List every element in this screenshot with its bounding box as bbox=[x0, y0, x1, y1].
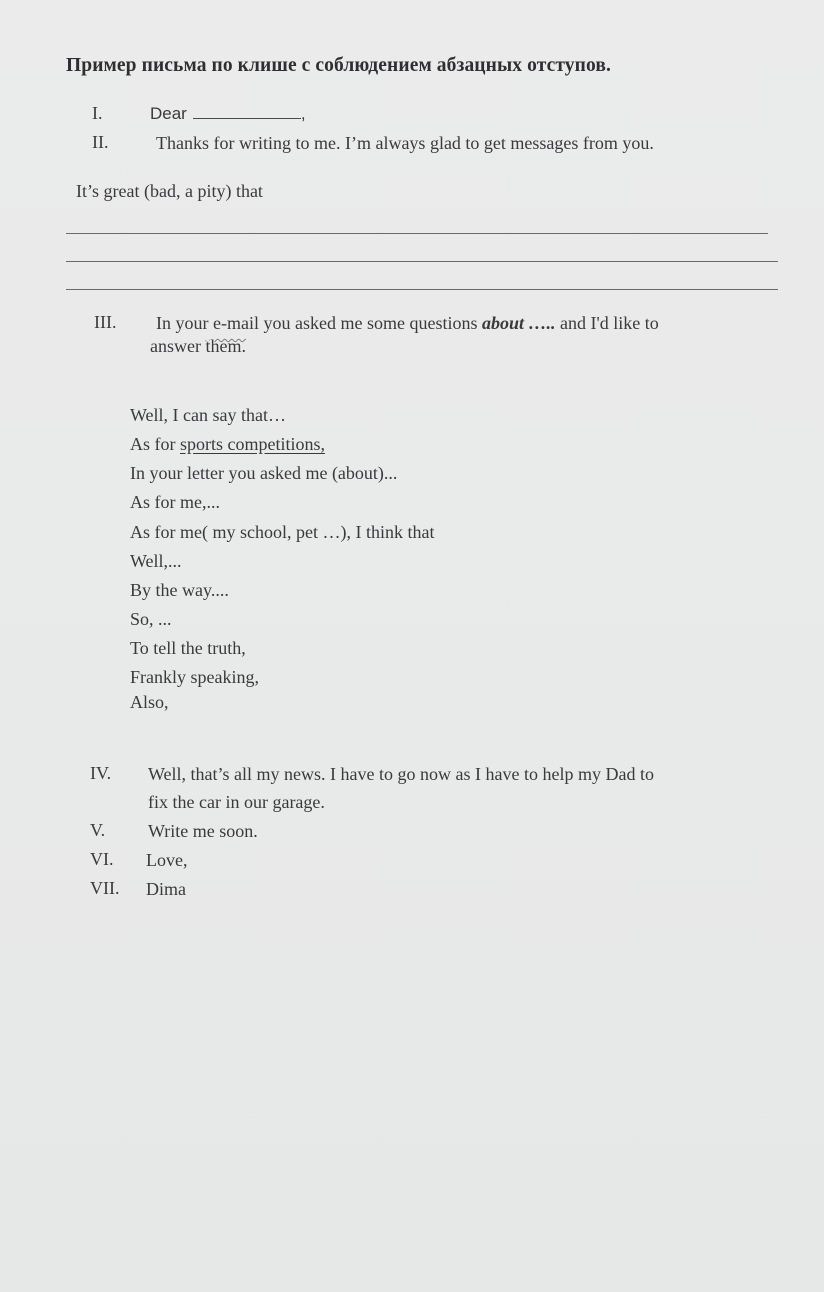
signature-name: Dima bbox=[146, 879, 186, 899]
salutation-comma: , bbox=[300, 104, 306, 123]
answer-line bbox=[150, 336, 246, 357]
writing-line-1 bbox=[66, 233, 768, 234]
page-title: Пример письма по клише с соблюдением абзацных отступов. bbox=[66, 55, 611, 76]
about-word: about ….. bbox=[481, 313, 556, 333]
phrase-5: As for me( my school, pet …), I think that bbox=[130, 522, 435, 542]
phrase-9: To tell the truth, bbox=[130, 638, 246, 658]
email-word: e-mail bbox=[213, 313, 259, 333]
section-number-5: V. bbox=[90, 820, 106, 840]
thanks-sentence: Thanks for writing to me. I’m always glad to get messages from you. bbox=[156, 133, 654, 153]
phrase-8: So, ... bbox=[130, 609, 172, 629]
phrase-4: As for me,... bbox=[130, 492, 220, 512]
phrase-7: By the way.... bbox=[130, 580, 229, 600]
section-number-6: VI. bbox=[90, 849, 114, 869]
news-line-1: Well, that’s all my news. I have to go now as I have to help my Dad to bbox=[148, 764, 654, 784]
phrase-6: Well,... bbox=[130, 551, 182, 571]
section-number-2: II. bbox=[92, 132, 109, 152]
phrase-10: Frankly speaking, bbox=[130, 667, 259, 687]
salutation-text: Dear bbox=[150, 104, 187, 123]
writing-line-3 bbox=[66, 289, 778, 290]
phrase-2 bbox=[130, 434, 325, 455]
questions-sentence bbox=[156, 313, 659, 334]
questions-text-a: In your bbox=[156, 313, 213, 333]
section-number-3: III. bbox=[94, 312, 117, 332]
closing-love: Love, bbox=[146, 850, 188, 870]
section-number-1: I. bbox=[92, 103, 103, 123]
phrase-1: Well, I can say that… bbox=[130, 405, 286, 425]
questions-text-c: and I'd like to bbox=[555, 313, 659, 333]
phrase-3: In your letter you asked me (about)... bbox=[130, 463, 398, 483]
phrase-2-text: As for bbox=[130, 434, 180, 454]
name-blank bbox=[193, 104, 301, 119]
section-number-7: VII. bbox=[90, 878, 120, 898]
salutation-line bbox=[150, 104, 306, 124]
phrase-2-underlined: sports competitions, bbox=[180, 434, 325, 454]
news-line-2: fix the car in our garage. bbox=[148, 792, 325, 812]
phrase-11: Also, bbox=[130, 692, 169, 712]
them-word: them. bbox=[205, 336, 246, 356]
writing-line-2 bbox=[66, 261, 778, 262]
write-me-soon: Write me soon. bbox=[148, 821, 258, 841]
questions-text-b: you asked me some questions bbox=[258, 313, 482, 333]
great-sentence: It’s great (bad, a pity) that bbox=[76, 181, 263, 201]
answer-text: answer bbox=[150, 336, 206, 356]
section-number-4: IV. bbox=[90, 763, 112, 783]
